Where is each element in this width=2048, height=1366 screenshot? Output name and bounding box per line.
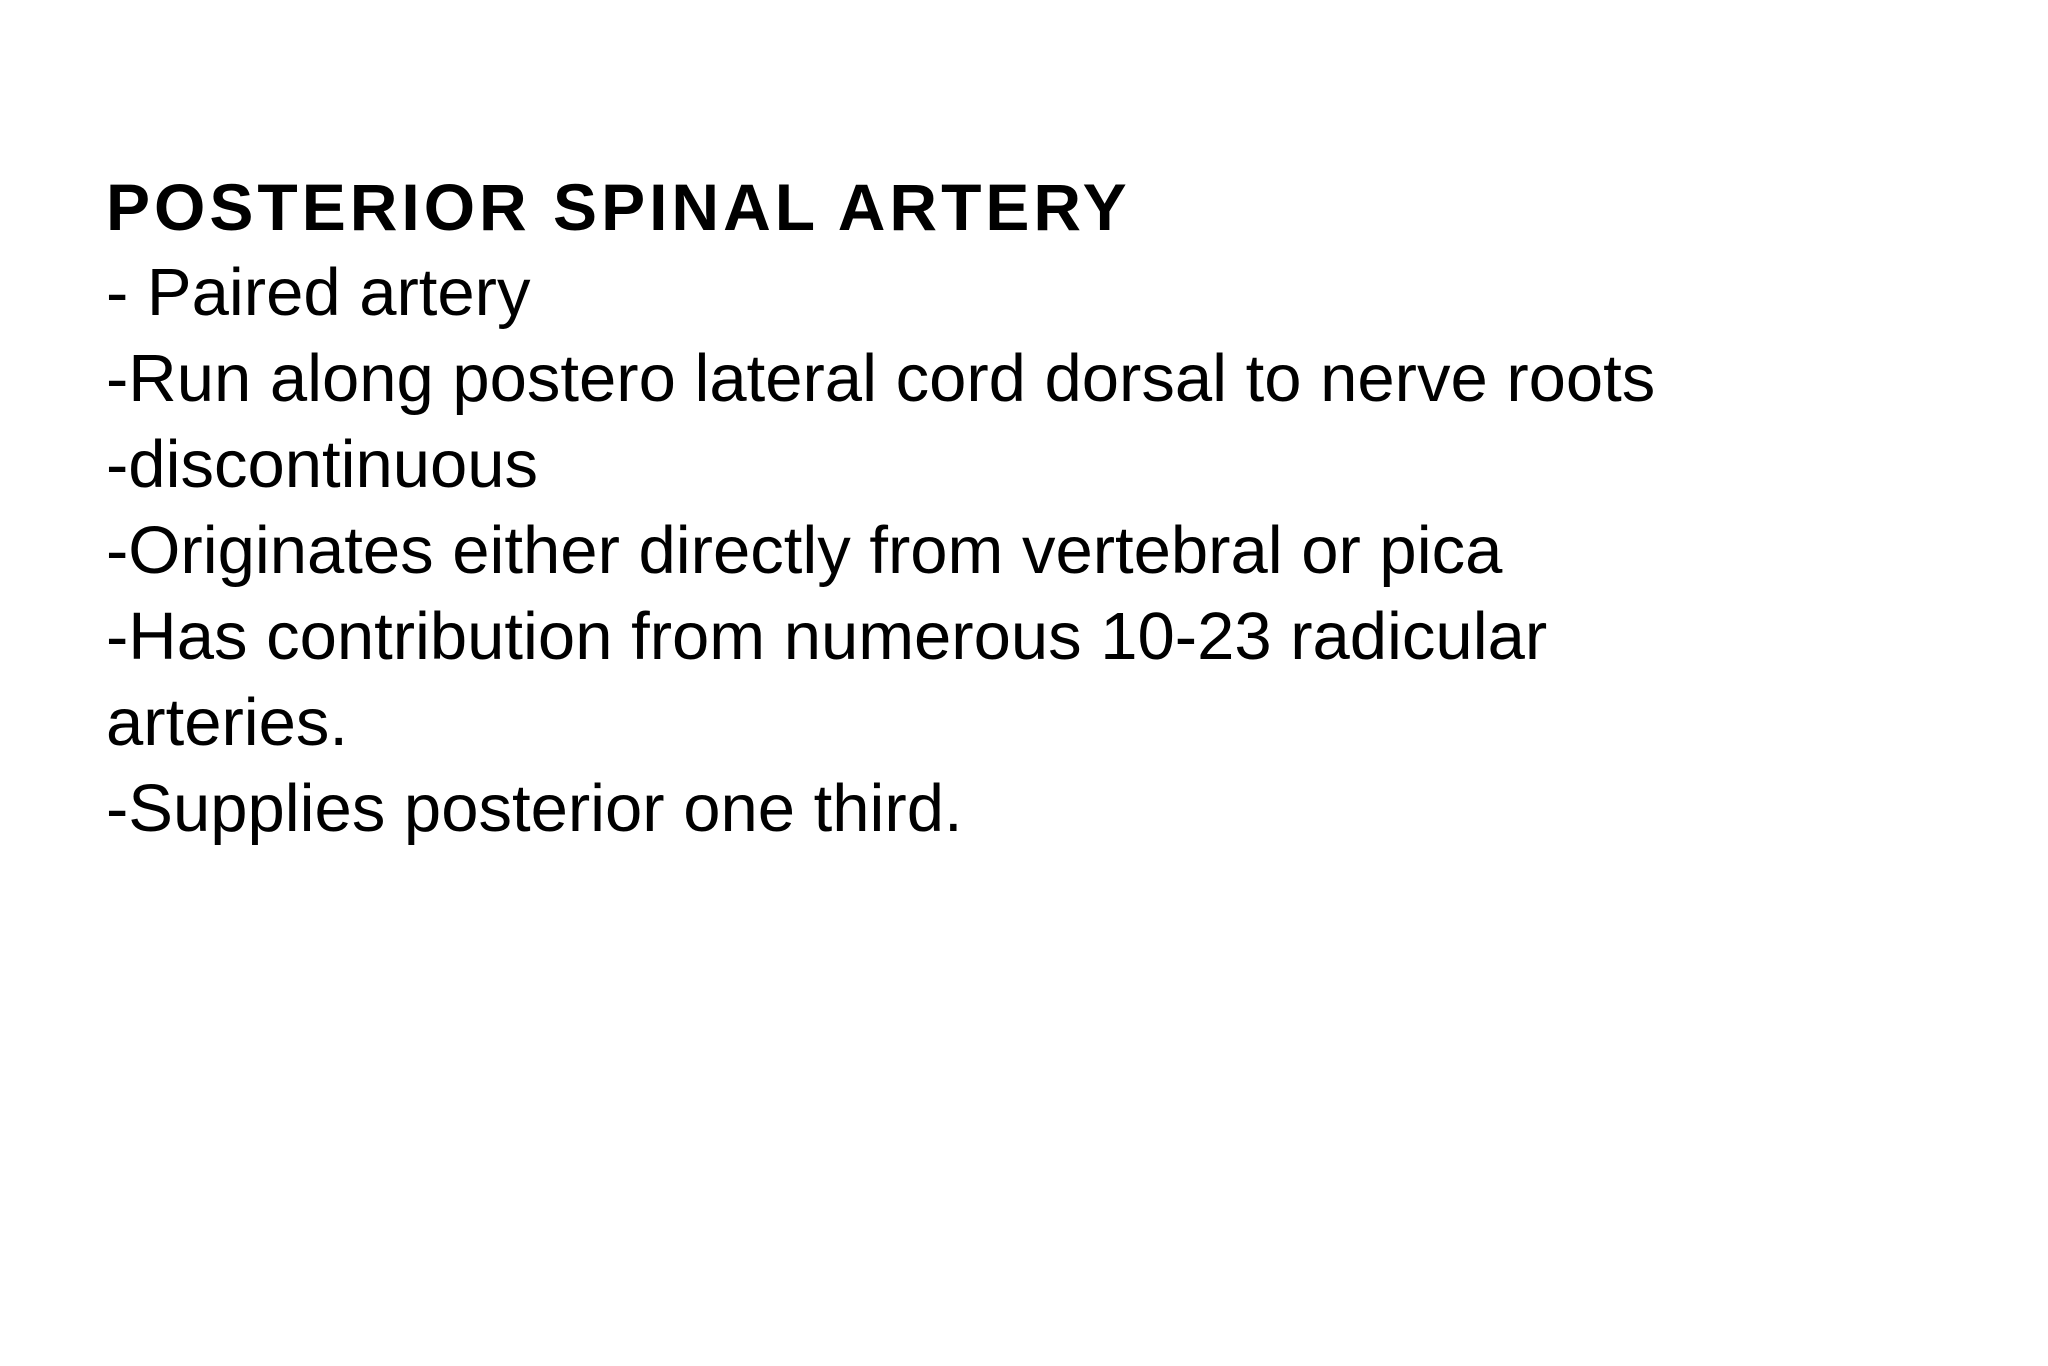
slide-title: POSTERIOR SPINAL ARTERY [106,170,1131,244]
bullet-item: -Run along postero lateral cord dorsal to nerve roots [106,341,1656,416]
slide-content [106,164,1966,852]
bullet-item: -Has contribution from numerous 10-23 radicular arteries. [106,599,1548,760]
bullet-item: -Originates either directly from vertebral or pica [106,513,1503,588]
bullet-item: -Supplies posterior one third. [106,771,963,846]
bullet-item: -discontinuous [106,427,539,502]
bullet-list [106,250,1966,852]
bullet-item: - Paired artery [106,255,531,330]
